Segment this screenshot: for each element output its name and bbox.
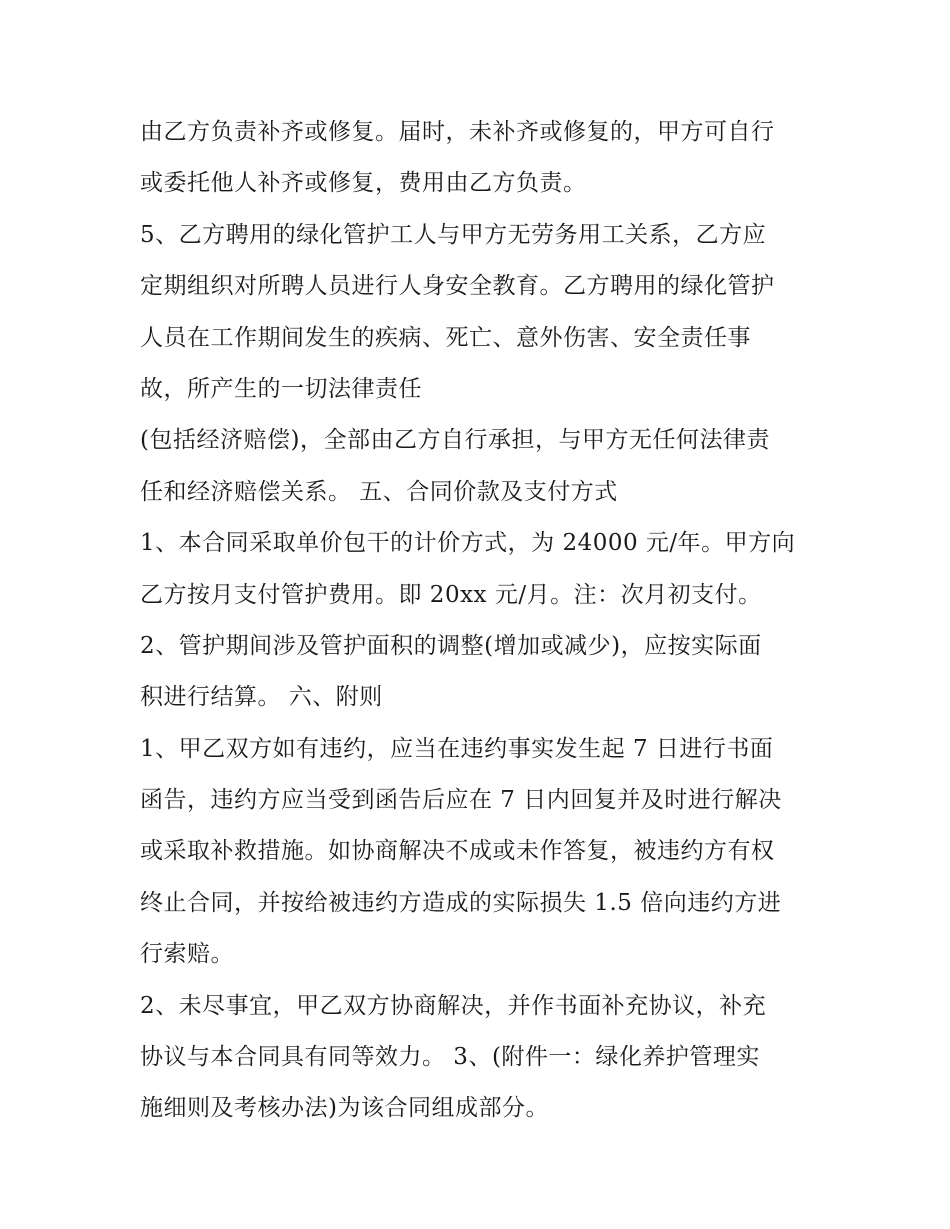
- text-line: 1、本合同采取单价包干的计价方式，为 24000 元/年。甲方向: [140, 530, 796, 557]
- document-body: [140, 107, 820, 1135]
- text-line: 函告，违约方应当受到函告后应在 7 日内回复并及时进行解决: [140, 787, 782, 814]
- text-line: 协议与本合同具有同等效力。 3、(附件一：绿化养护管理实: [140, 1044, 760, 1071]
- text-line: 人员在工作期间发生的疾病、死亡、意外伤害、安全责任事: [140, 324, 751, 351]
- text-line: 5、乙方聘用的绿化管护工人与甲方无劳务用工关系，乙方应: [140, 221, 767, 248]
- text-line: 故，所产生的一切法律责任: [140, 375, 422, 402]
- text-line: 或采取补救措施。如协商解决不成或未作答复，被违约方有权: [140, 838, 775, 865]
- text-line: 由乙方负责补齐或修复。届时，未补齐或修复的，甲方可自行: [140, 119, 775, 145]
- text-line: 终止合同，并按给被违约方造成的实际损失 1.5 倍向违约方进: [140, 889, 782, 916]
- text-line: 2、管护期间涉及管护面积的调整(增加或减少)，应按实际面: [140, 632, 762, 659]
- text-line: (包括经济赔偿)，全部由乙方自行承担，与甲方无任何法律责: [140, 427, 770, 454]
- text-line: 任和经济赔偿关系。 五、合同价款及支付方式: [140, 478, 618, 505]
- text-line: 1、甲乙双方如有违约，应当在违约事实发生起 7 日进行书面: [140, 735, 774, 762]
- text-line: 或委托他人补齐或修复，费用由乙方负责。: [140, 170, 587, 197]
- text-line: 施细则及考核办法)为该合同组成部分。: [140, 1095, 549, 1122]
- text-line: 2、未尽事宜，甲乙双方协商解决，并作书面补充协议，补充: [140, 992, 767, 1019]
- text-line: 行索赔。: [140, 941, 234, 968]
- text-line: 乙方按月支付管护费用。即 20xx 元/月。注：次月初支付。: [140, 581, 762, 608]
- text-line: 积进行结算。 六、附则: [140, 684, 383, 711]
- text-line: 定期组织对所聘人员进行人身安全教育。乙方聘用的绿化管护: [140, 273, 775, 300]
